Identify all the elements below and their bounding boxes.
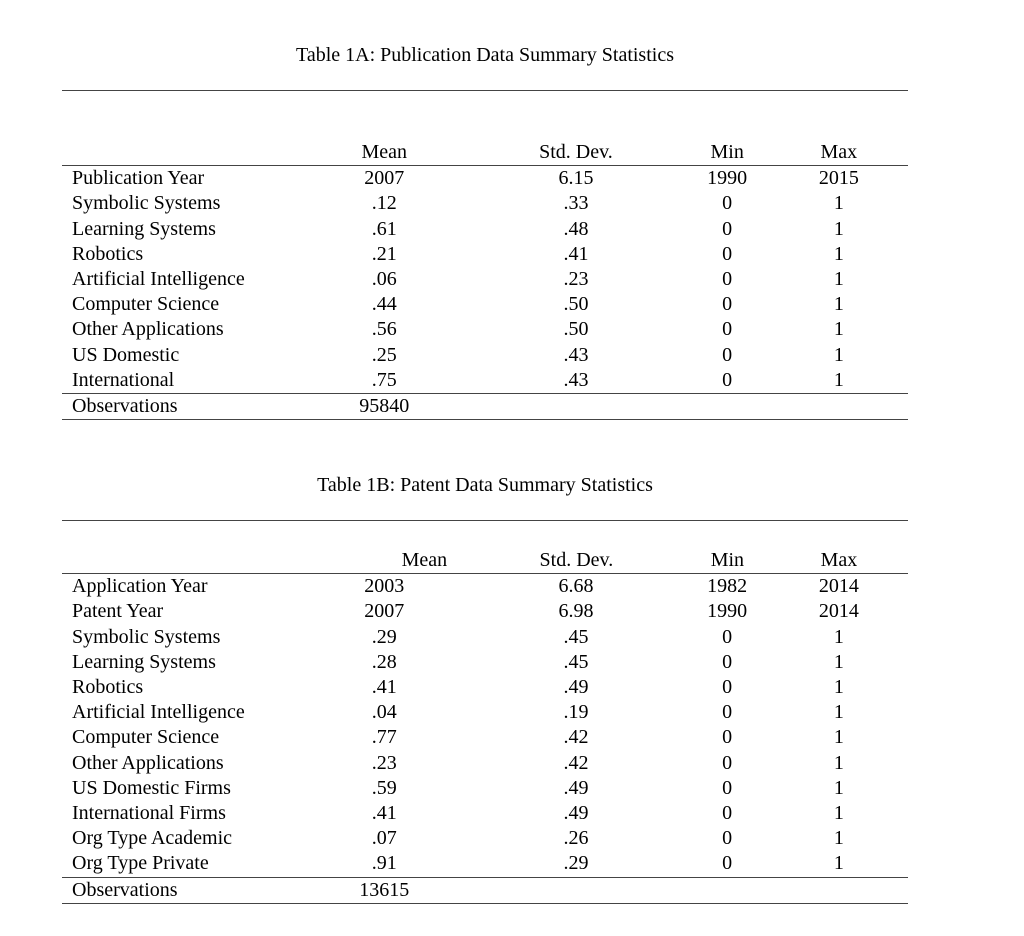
table-row [62, 650, 908, 675]
table-1b-observations-row [62, 877, 908, 904]
cell-std-dev: .45 [563, 650, 589, 673]
cell-std-dev: .48 [563, 217, 589, 240]
cell-std-dev: .23 [563, 268, 589, 291]
table-row [62, 599, 908, 624]
cell-std-dev: .43 [563, 343, 589, 366]
table-1a-caption: Table 1A: Publication Data Summary Statistics [296, 44, 674, 66]
cell-mean: .25 [371, 343, 397, 366]
row-label: Symbolic Systems [72, 625, 221, 648]
table-row [62, 826, 908, 851]
cell-mean: .12 [371, 192, 397, 215]
header-max: Max [820, 549, 858, 571]
header-max: Max [820, 141, 858, 163]
cell-max: 1 [833, 650, 844, 673]
table-1b-header-row [62, 548, 908, 574]
cell-min: 0 [722, 368, 733, 391]
row-label: Publication Year [72, 167, 205, 190]
cell-min: 0 [722, 776, 733, 799]
table-row [62, 217, 908, 242]
row-label: Patent Year [72, 600, 164, 623]
cell-mean: .23 [371, 751, 397, 774]
cell-mean: .59 [371, 776, 397, 799]
cell-std-dev: .29 [563, 852, 589, 875]
cell-mean: .91 [371, 852, 397, 875]
row-label: Application Year [72, 575, 208, 598]
cell-mean: .75 [371, 368, 397, 391]
row-label: Robotics [72, 242, 144, 265]
cell-std-dev: .42 [563, 751, 589, 774]
table-row [62, 776, 908, 801]
cell-max: 1 [833, 217, 844, 240]
cell-min: 0 [722, 343, 733, 366]
cell-std-dev: .49 [563, 802, 589, 825]
cell-min: 0 [722, 827, 733, 850]
cell-std-dev: .50 [563, 293, 589, 316]
cell-max: 1 [833, 827, 844, 850]
cell-max: 1 [833, 802, 844, 825]
cell-std-dev: .42 [563, 726, 589, 749]
cell-max: 2015 [818, 167, 859, 190]
cell-mean: .28 [371, 650, 397, 673]
row-label: Computer Science [72, 726, 220, 749]
table-row [62, 292, 908, 317]
table-row [62, 166, 908, 191]
cell-min: 0 [722, 701, 733, 724]
observations-label: Observations [72, 878, 178, 901]
cell-min: 0 [722, 751, 733, 774]
cell-max: 1 [833, 368, 844, 391]
table-row [62, 700, 908, 725]
cell-min: 1990 [707, 600, 748, 623]
cell-min: 0 [722, 242, 733, 265]
table-row [62, 725, 908, 750]
cell-max: 1 [833, 701, 844, 724]
cell-min: 0 [722, 293, 733, 316]
row-label: Artificial Intelligence [72, 268, 245, 291]
row-label: Other Applications [72, 751, 224, 774]
cell-min: 0 [722, 650, 733, 673]
table-1b-caption: Table 1B: Patent Data Summary Statistics [317, 474, 653, 496]
cell-max: 1 [833, 676, 844, 699]
cell-mean: .07 [371, 827, 397, 850]
row-label: Symbolic Systems [72, 192, 221, 215]
cell-mean: .41 [371, 676, 397, 699]
cell-mean: 2007 [364, 167, 405, 190]
table-row [62, 751, 908, 776]
row-label: International [72, 368, 175, 391]
row-label: US Domestic [72, 343, 180, 366]
cell-min: 0 [722, 192, 733, 215]
cell-max: 1 [833, 625, 844, 648]
table-1a-observations-row [62, 393, 908, 420]
row-label: Learning Systems [72, 650, 216, 673]
cell-std-dev: 6.15 [558, 167, 594, 190]
row-label: US Domestic Firms [72, 776, 231, 799]
cell-std-dev: 6.68 [558, 575, 594, 598]
cell-mean: .56 [371, 318, 397, 341]
table-row [62, 801, 908, 826]
header-mean: Mean [361, 141, 408, 163]
cell-mean: .61 [371, 217, 397, 240]
table-row [62, 574, 908, 599]
cell-max: 1 [833, 293, 844, 316]
cell-mean: .04 [371, 701, 397, 724]
cell-mean: .06 [371, 268, 397, 291]
cell-mean: 2007 [364, 600, 405, 623]
row-label: Org Type Academic [72, 827, 233, 850]
cell-min: 0 [722, 676, 733, 699]
cell-min: 0 [722, 217, 733, 240]
table-1a-header-row [62, 140, 908, 166]
row-label: International Firms [72, 802, 226, 825]
cell-max: 1 [833, 751, 844, 774]
cell-max: 1 [833, 318, 844, 341]
table-row [62, 267, 908, 292]
table-1a [62, 40, 908, 420]
table-1b-body [62, 574, 908, 876]
header-mean: Mean [401, 549, 448, 571]
cell-std-dev: .33 [563, 192, 589, 215]
table-row [62, 191, 908, 216]
cell-mean: .29 [371, 625, 397, 648]
row-label: Learning Systems [72, 217, 216, 240]
cell-mean: .21 [371, 242, 397, 265]
cell-max: 1 [833, 726, 844, 749]
table-row [62, 625, 908, 650]
table-row [62, 675, 908, 700]
table-row [62, 317, 908, 342]
cell-std-dev: .50 [563, 318, 589, 341]
observations-value: 95840 [359, 395, 410, 418]
header-std-dev: Std. Dev. [539, 141, 613, 163]
cell-min: 1982 [707, 575, 748, 598]
table-row [62, 368, 908, 393]
header-min: Min [710, 141, 744, 163]
row-label: Org Type Private [72, 852, 209, 875]
cell-min: 0 [722, 726, 733, 749]
table-row [62, 343, 908, 368]
cell-max: 1 [833, 852, 844, 875]
table-1b [62, 470, 908, 904]
cell-max: 1 [833, 192, 844, 215]
row-label: Robotics [72, 676, 144, 699]
cell-max: 1 [833, 242, 844, 265]
cell-min: 0 [722, 802, 733, 825]
row-label: Computer Science [72, 293, 220, 316]
cell-std-dev: .49 [563, 776, 589, 799]
table-1a-body [62, 166, 908, 393]
cell-mean: .41 [371, 802, 397, 825]
cell-min: 1990 [707, 167, 748, 190]
cell-mean: .77 [371, 726, 397, 749]
cell-max: 2014 [818, 600, 859, 623]
header-min: Min [710, 549, 745, 571]
table-row [62, 851, 908, 876]
observations-value: 13615 [359, 878, 410, 901]
cell-min: 0 [722, 625, 733, 648]
cell-max: 2014 [818, 575, 859, 598]
cell-std-dev: .19 [563, 701, 589, 724]
cell-std-dev: .49 [563, 676, 589, 699]
row-label: Other Applications [72, 318, 224, 341]
header-std-dev: Std. Dev. [539, 549, 614, 571]
cell-std-dev: 6.98 [558, 600, 594, 623]
cell-max: 1 [833, 343, 844, 366]
cell-min: 0 [722, 268, 733, 291]
cell-max: 1 [833, 268, 844, 291]
cell-min: 0 [722, 318, 733, 341]
cell-std-dev: .43 [563, 368, 589, 391]
table-row [62, 242, 908, 267]
cell-mean: .44 [371, 293, 397, 316]
row-label: Artificial Intelligence [72, 701, 245, 724]
cell-std-dev: .26 [563, 827, 589, 850]
cell-std-dev: .45 [563, 625, 589, 648]
cell-max: 1 [833, 776, 844, 799]
cell-mean: 2003 [364, 575, 405, 598]
cell-min: 0 [722, 852, 733, 875]
cell-std-dev: .41 [563, 242, 589, 265]
observations-label: Observations [72, 395, 178, 418]
